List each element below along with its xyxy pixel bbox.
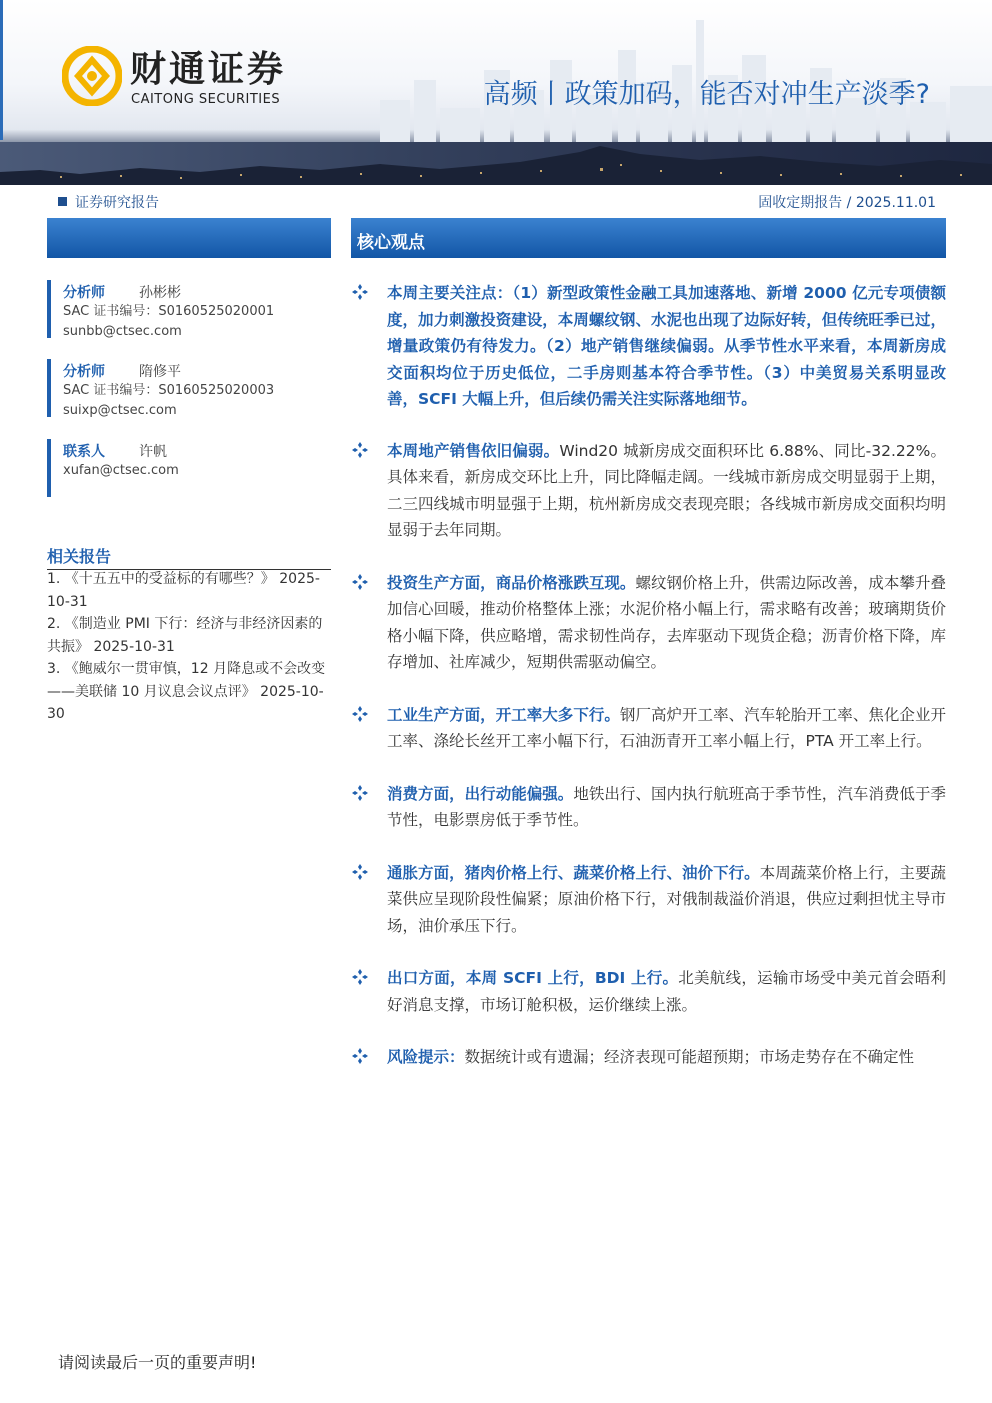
diamond-bullet-icon <box>351 705 369 723</box>
related-reports-title: 相关报告 <box>47 544 331 570</box>
disclaimer-footer: 请阅读最后一页的重要声明! <box>58 1353 257 1372</box>
diamond-bullet-icon <box>351 283 369 301</box>
bullet-lead: 通胀方面，猪肉价格上行、蔬菜价格上行、油价下行。 <box>387 863 760 882</box>
bullet-item <box>351 570 946 676</box>
diamond-bullet-icon <box>351 863 369 881</box>
bullet-lead: 出口方面，本周 SCFI 上行，BDI 上行。 <box>387 969 679 987</box>
bullet-item <box>351 702 946 755</box>
diamond-bullet-icon <box>351 573 369 591</box>
bullet-item <box>351 1044 946 1071</box>
bullet-text: 北美航线，运输市场受中美元首会晤利好消息支撑，市场订舱积极，运价继续上涨。 <box>387 969 946 1014</box>
bullet-text: Wind20 城新房成交面积环比 6.88%、同比-32.22%。具体来看，新房成交环比上升，同比降幅走阔。一线城市新房成交明显弱于上期，二三四线城市明显强于上期，杭州新房成交表现亮眼；各线城市新房成交面积均明显弱于去年同期。 <box>387 441 946 539</box>
related-reports-list <box>47 568 331 726</box>
logo-chinese-name: 财通证券 <box>130 49 287 90</box>
related-report-item[interactable]: 2. 《制造业 PMI 下行：经济与非经济因素的共振》 2025-10-31 <box>47 616 323 655</box>
bullet-lead: 消费方面，出行动能偏强。 <box>387 784 574 803</box>
diamond-bullet-icon <box>351 784 369 802</box>
analyst-email[interactable]: sunbb@ctsec.com <box>63 324 182 339</box>
bullet-item <box>351 781 946 834</box>
bullet-item <box>351 860 946 940</box>
diamond-bullet-icon <box>351 1047 369 1065</box>
bullet-text: 数据统计或有遗漏；经济表现可能超预期；市场走势存在不确定性 <box>464 1048 915 1066</box>
contact-email[interactable]: xufan@ctsec.com <box>63 463 179 478</box>
bullet-text: 地铁出行、国内执行航班高于季节性，汽车消费低于季节性，电影票房低于季节性。 <box>387 784 946 829</box>
analyst-email[interactable]: suixp@ctsec.com <box>63 403 177 418</box>
bullet-item <box>351 280 946 413</box>
analyst-role: 分析师 <box>63 285 105 301</box>
bullet-lead: 投资生产方面，商品价格涨跌互现。 <box>387 573 636 592</box>
related-report-item[interactable]: 1. 《十五五中的受益标的有哪些？》 2025-10-31 <box>47 571 320 610</box>
bullet-text: 本周蔬菜价格上行，主要蔬菜供应呈现阶段性偏紧；原油价格下行，对俄制裁溢价消退，供应过剩担忧主导市场，油价承压下行。 <box>387 863 946 935</box>
diamond-bullet-icon <box>351 441 369 459</box>
core-view-header <box>351 218 946 258</box>
analyst-role: 分析师 <box>63 364 105 380</box>
related-report-item[interactable]: 3. 《鲍威尔一贯审慎，12 月降息或不会改变 ——美联储 10 月议息会议点评》 2025-10-30 <box>47 661 326 722</box>
logo-english-name: CAITONG SECURITIES <box>131 92 281 107</box>
bullet-text: （1）新型政策性金融工具加速落地、新增 2000 亿元专项债额度，加力刺激投资建设，本周螺纹钢、水泥也出现了边际好转，但传统旺季已过，增量政策仍有待发力。（2）地产销售继续偏弱。从季节性水平来看，本周新房成交面积均位于历史低位，二手房则基本符合季节性。（3）中美贸易关系明显改善，SCFI 大幅上升，但后续仍需关注实际落地细节。 <box>387 284 946 408</box>
core-view-list <box>351 280 946 1071</box>
analyst-cert: SAC 证书编号：S0160525020001 <box>63 304 275 319</box>
sidebar-header-bar <box>47 218 331 258</box>
bullet-text: 螺纹钢价格上升，供需边际改善，成本攀升叠加信心回暖，推动价格整体上涨；水泥价格小幅上行，需求略有改善；玻璃期货价格小幅下降，供应略增，需求韧性尚存，去库驱动下现货企稳；沥青价格下降，库存增加、社库减少，短期供需驱动偏空。 <box>387 573 946 671</box>
report-type-label: 证券研究报告 <box>58 192 159 212</box>
contact-name: 许帆 <box>139 444 167 460</box>
analyst-name: 隋修平 <box>139 364 181 380</box>
bullet-text: 钢厂高炉开工率、汽车轮胎开工率、焦化企业开工率、涤纶长丝开工率小幅下行，石油沥青开工率小幅上行，PTA 开工率上行。 <box>387 705 946 750</box>
diamond-bullet-icon <box>351 968 369 986</box>
analyst-cert: SAC 证书编号：S0160525020003 <box>63 383 275 398</box>
contact-role: 联系人 <box>63 444 105 460</box>
report-title: 高频丨政策加码，能否对冲生产淡季? <box>483 79 930 110</box>
report-header <box>0 0 992 185</box>
bullet-lead: 风险提示： <box>387 1048 465 1066</box>
bullet-lead: 本周主要关注点： <box>387 284 513 302</box>
analyst-name: 孙彬彬 <box>139 285 181 301</box>
bullet-lead: 工业生产方面，开工率大多下行。 <box>387 705 620 724</box>
contact-card <box>47 439 323 497</box>
core-view-title: 核心观点 <box>357 233 425 253</box>
bullet-item <box>351 965 946 1018</box>
header-accent-bar <box>0 0 3 140</box>
bullet-item <box>351 438 946 544</box>
analyst-card <box>47 280 323 338</box>
report-category-date: 固收定期报告 / 2025.11.01 <box>758 195 936 211</box>
analyst-card <box>47 359 323 417</box>
bullet-lead: 本周地产销售依旧偏弱。 <box>387 441 560 460</box>
caitong-logo-icon <box>62 46 122 106</box>
square-bullet-icon <box>58 197 67 206</box>
city-night-band <box>0 142 992 185</box>
